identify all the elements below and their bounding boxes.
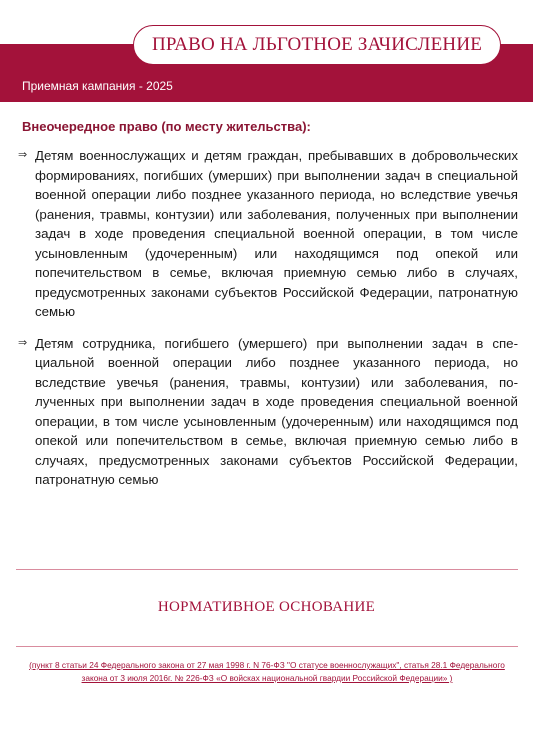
rights-list: [18, 146, 518, 502]
list-item-text: Детям военнослужащих и детям граждан, пребывавших в добровольческих формированиях, погибших (умерших) при выполнении задач в специальной военной операции либо позднее указанного периода, но вследствие увечья (ранения, травмы, контузии) или заболевания, полученных при выполнении задач в ходе проведения специальной военной операции, в том числе усыновленным (удочеренным) или находящимся под опекой или попечительством в семье, включая приемную семью либо в случаях, предусмотренных законами субъектов Российской Федерации, патронатную семью: [35, 148, 518, 319]
divider: [16, 569, 518, 570]
list-item: [18, 146, 518, 322]
legal-reference-link[interactable]: (пункт 8 статьи 24 Федерального закона от 27 мая 1998 г. N 76-ФЗ "О статусе военнослужащих", статья 28.1 Федерального закона от 3 июля 2016г. № 226-ФЗ «О войсках национальной гвардии Российской Федерации» ): [29, 660, 505, 683]
double-arrow-right-icon: ⇒: [18, 149, 28, 161]
page-title-box: [133, 25, 501, 65]
page-title: ПРАВО НА ЛЬГОТНОЕ ЗАЧИСЛЕНИЕ: [151, 34, 483, 55]
divider: [16, 646, 518, 647]
list-item: [18, 334, 518, 490]
basis-title: НОРМАТИВНОЕ ОСНОВАНИЕ: [157, 599, 376, 615]
double-arrow-right-icon: ⇒: [18, 336, 28, 349]
list-item-text: Детям сотрудника, погибшего (умершего) при выполнении задач в специальной военной операции либо позднее указанного периода, но вследствие увечья (ранения, травмы, контузии) или заболевания, полученных при выполнении задач в ходе проведения специальной военной операции, в том числе усыновленным (удочеренным) или находящимся под опекой или попечительством в семье, включая приемную семью либо в случаях, предусмотренных законами субъектов Российской Федерации, патронатную семью: [35, 335, 518, 487]
section-heading: Внеочередное право (по месту жительства):: [22, 119, 311, 134]
campaign-subtitle: Приемная кампания - 2025: [22, 79, 173, 93]
